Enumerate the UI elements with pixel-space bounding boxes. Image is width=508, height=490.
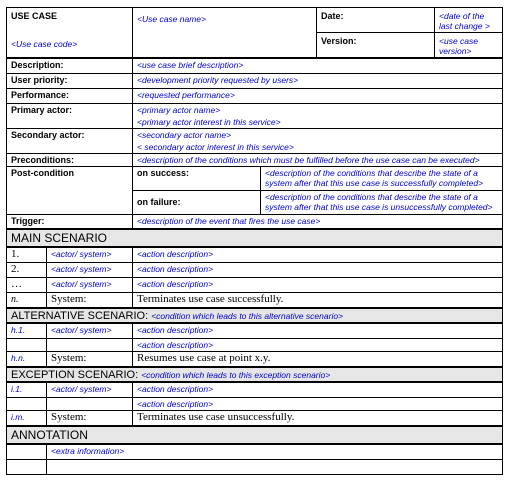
alternative-step-actor [47,338,133,351]
description-row [7,58,503,73]
main-step-row [7,292,503,308]
main-step-num-text: 2. [11,262,20,275]
annotation-header [7,426,503,444]
version-label: Version: [321,36,357,46]
main-step-num-text: 1. [11,248,20,260]
alternative-step-actor-text: System: [51,351,87,364]
alternative-scenario-header [7,308,503,323]
main-step-num [7,292,47,308]
performance-label: Performance: [11,89,70,100]
alternative-scenario-title: ALTERNATIVE SCENARIO: [11,310,152,322]
main-step-action [133,277,503,292]
exception-scenario-header [7,367,503,382]
priority-row [7,73,503,88]
alternative-step-num [7,351,47,367]
preconditions-value: <description of the conditions which must be fulfilled before the use case can be executed> [137,154,480,165]
use-case-code: <Use case code> [11,38,78,49]
exception-step-actor [47,382,133,397]
main-step-actor [47,292,133,308]
main-step-action-text: <action description> [137,249,214,259]
on-success-value-cell [261,166,503,190]
exception-step-num [7,382,47,397]
description-value-cell [133,58,503,73]
secondary-actor-label-cell [7,128,133,153]
alternative-step-action [133,323,503,338]
alternative-step-action-text: Resumes use case at point x.y. [137,351,271,364]
date-value-cell [435,8,503,33]
secondary-actor-label: Secondary actor: [11,129,85,140]
main-step-row [7,262,503,277]
alternative-scenario-condition: <condition which leads to this alternative scenario> [151,311,344,321]
performance-row [7,88,503,103]
priority-value-cell [133,73,503,88]
primary-actor-interest: <primary actor interest in this service> [137,116,281,127]
annotation-num [7,444,47,459]
on-failure-label: on failure: [137,197,181,207]
on-success-label: on success: [137,167,190,178]
on-failure-value-cell [261,190,503,214]
exception-step-num [7,397,47,410]
exception-step-action [133,397,503,410]
preconditions-row [7,153,503,166]
trigger-value-cell [133,214,503,229]
main-step-action [133,292,503,308]
alternative-step-num [7,323,47,338]
date-label-cell [317,8,435,33]
priority-value: <development priority requested by users> [137,74,299,85]
date-value: <date of the last change > [439,11,490,31]
main-step-action-text: Terminates use case successfully. [137,292,284,305]
trigger-label: Trigger: [11,215,45,226]
performance-label-cell [7,88,133,103]
exception-scenario-title: EXCEPTION SCENARIO: [11,369,142,381]
main-step-actor-text: System: [51,292,87,305]
use-case-table [6,7,503,475]
secondary-actor-interest: < secondary actor interest in this service> [137,141,294,152]
exception-step-row [7,382,503,397]
alternative-step-action-text: <action description> [137,325,214,335]
use-case-name-cell [133,8,317,59]
annotation-text-cell [47,459,503,474]
alternative-step-action-text: <action description> [137,339,214,350]
on-failure-label-cell [133,190,261,214]
annotation-title: ANNOTATION [11,428,88,442]
main-scenario-title: MAIN SCENARIO [11,231,108,245]
version-value: <use case version> [439,36,479,56]
version-label-cell [317,33,435,59]
performance-value: <requested performance> [137,89,235,100]
annotation-row [7,459,503,474]
primary-actor-label: Primary actor: [11,104,73,115]
trigger-label-cell [7,214,133,229]
alternative-step-actor [47,323,133,338]
main-scenario-header [7,229,503,247]
exception-scenario-title-cell [7,367,503,382]
exception-step-num-text: i.1. [11,384,23,394]
alternative-step-num-text: h.1. [11,325,26,335]
description-label: Description: [11,60,64,70]
postcondition-success-row [7,166,503,190]
postcondition-label-cell [7,166,133,214]
alternative-step-num-text: h.n. [11,352,26,363]
priority-label: User priority: [11,74,68,85]
alternative-step-action [133,338,503,351]
alternative-scenario-title-cell [7,308,503,323]
main-step-row [7,247,503,262]
annotation-row [7,444,503,459]
main-step-actor [47,277,133,292]
alternative-step-row [7,323,503,338]
on-success-value: <description of the conditions that describe the state of a system after that this use case is successfully completed> [265,167,484,188]
exception-step-action [133,410,503,426]
main-step-num [7,262,47,277]
annotation-text-cell [47,444,503,459]
exception-step-num-text: i.m. [11,411,25,422]
exception-scenario-condition: <condition which leads to this exception scenario> [141,370,331,380]
main-step-actor-text: <actor/ system> [51,278,112,289]
main-step-num-text: … [11,277,22,290]
preconditions-label: Preconditions: [11,154,75,165]
exception-step-num [7,410,47,426]
preconditions-label-cell [7,153,133,166]
description-label-cell [7,58,133,73]
main-step-action-text: <action description> [137,263,214,274]
header-row-1 [7,8,503,33]
exception-step-row [7,410,503,426]
primary-actor-value-cell [133,103,503,128]
priority-label-cell [7,73,133,88]
trigger-row [7,214,503,229]
main-step-action [133,247,503,262]
exception-step-actor [47,410,133,426]
alternative-step-actor [47,351,133,367]
exception-step-action-text: Terminates use case unsuccessfully. [137,410,295,423]
date-label: Date: [321,11,344,21]
primary-actor-label-cell [7,103,133,128]
trigger-value: <description of the event that fires the use case> [137,215,321,226]
main-scenario-title-cell [7,229,503,247]
preconditions-value-cell [133,153,503,166]
alternative-step-actor-text: <actor/ system> [51,325,112,335]
secondary-actor-value-cell [133,128,503,153]
secondary-actor-name: <secondary actor name> [137,129,232,140]
alternative-step-action [133,351,503,367]
main-step-actor-text: <actor/ system> [51,249,112,259]
use-case-code-cell [7,33,133,59]
on-success-label-cell [133,166,261,190]
version-value-cell [435,33,503,59]
main-step-action [133,262,503,277]
annotation-num [7,459,47,474]
main-step-actor [47,262,133,277]
exception-step-row [7,397,503,410]
primary-actor-row [7,103,503,128]
main-step-actor [47,247,133,262]
main-step-num [7,247,47,262]
main-step-row [7,277,503,292]
alternative-step-row [7,351,503,367]
on-failure-value: <description of the conditions that describe the state of a system after that this use case is unsuccessfully completed> [265,191,493,212]
exception-step-action-text: <action description> [137,398,214,409]
main-step-actor-text: <actor/ system> [51,263,112,274]
exception-step-action-text: <action description> [137,384,214,394]
main-step-action-text: <action description> [137,278,214,289]
annotation-title-cell [7,426,503,444]
secondary-actor-row [7,128,503,153]
description-value: <use case brief description> [137,60,244,70]
postcondition-label: Post-condition [11,167,74,178]
exception-step-action [133,382,503,397]
use-case-name: <Use case name> [137,14,206,24]
use-case-label-cell [7,8,133,33]
exception-step-actor-text: System: [51,410,87,423]
use-case-label: USE CASE [11,11,58,21]
alternative-step-num [7,338,47,351]
exception-step-actor-text: <actor/ system> [51,384,112,394]
main-step-num [7,277,47,292]
primary-actor-name: <primary actor name> [137,104,221,115]
exception-step-actor [47,397,133,410]
alternative-step-row [7,338,503,351]
performance-value-cell [133,88,503,103]
annotation-text: <extra information> [51,446,125,456]
main-step-num-text: n. [11,293,19,305]
